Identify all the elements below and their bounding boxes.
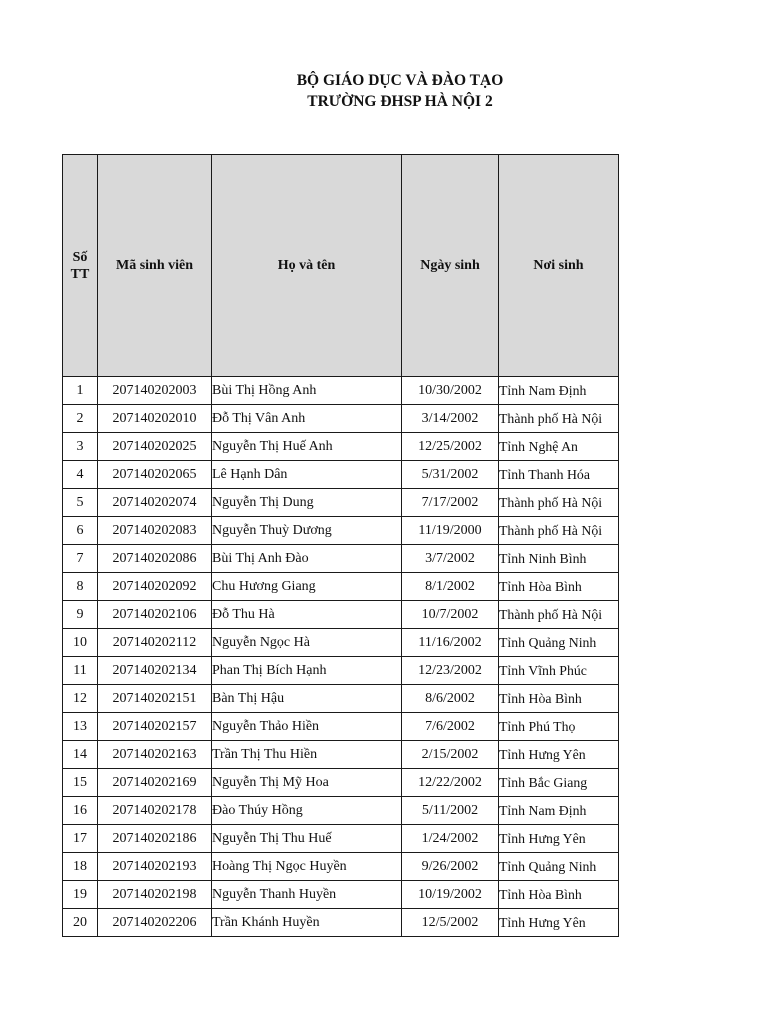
table-row bbox=[63, 881, 619, 909]
cell-full-name: Phan Thị Bích Hạnh bbox=[212, 657, 402, 685]
cell-dob: 11/16/2002 bbox=[402, 629, 499, 657]
cell-full-name: Hoàng Thị Ngọc Huyền bbox=[212, 853, 402, 881]
cell-stt: 19 bbox=[63, 881, 98, 909]
cell-student-id: 207140202157 bbox=[98, 713, 212, 741]
cell-dob: 12/5/2002 bbox=[402, 909, 499, 937]
column-header-stt-line2: TT bbox=[70, 266, 90, 282]
cell-stt: 12 bbox=[63, 685, 98, 713]
table-header-row bbox=[63, 155, 619, 377]
cell-full-name: Lê Hạnh Dân bbox=[212, 461, 402, 489]
cell-full-name: Đỗ Thị Vân Anh bbox=[212, 405, 402, 433]
cell-dob: 12/22/2002 bbox=[402, 769, 499, 797]
cell-stt: 16 bbox=[63, 797, 98, 825]
cell-birthplace: Tỉnh Bắc Giang bbox=[499, 769, 619, 797]
cell-dob: 1/24/2002 bbox=[402, 825, 499, 853]
cell-dob: 11/19/2000 bbox=[402, 517, 499, 545]
cell-stt: 9 bbox=[63, 601, 98, 629]
cell-full-name: Nguyễn Thị Dung bbox=[212, 489, 402, 517]
table-row bbox=[63, 657, 619, 685]
cell-student-id: 207140202010 bbox=[98, 405, 212, 433]
cell-stt: 1 bbox=[63, 377, 98, 405]
cell-stt: 4 bbox=[63, 461, 98, 489]
column-header-stt bbox=[63, 155, 98, 377]
cell-dob: 8/1/2002 bbox=[402, 573, 499, 601]
cell-full-name: Chu Hương Giang bbox=[212, 573, 402, 601]
cell-student-id: 207140202092 bbox=[98, 573, 212, 601]
column-header-student-id: Mã sinh viên bbox=[98, 155, 212, 377]
cell-stt: 13 bbox=[63, 713, 98, 741]
table-row bbox=[63, 685, 619, 713]
cell-stt: 15 bbox=[63, 769, 98, 797]
cell-student-id: 207140202198 bbox=[98, 881, 212, 909]
cell-stt: 10 bbox=[63, 629, 98, 657]
cell-birthplace: Tỉnh Hòa Bình bbox=[499, 881, 619, 909]
table-row bbox=[63, 713, 619, 741]
table-row bbox=[63, 825, 619, 853]
cell-dob: 10/19/2002 bbox=[402, 881, 499, 909]
cell-full-name: Bùi Thị Anh Đào bbox=[212, 545, 402, 573]
column-header-full-name: Họ và tên bbox=[212, 155, 402, 377]
cell-birthplace: Tỉnh Nam Định bbox=[499, 797, 619, 825]
table-row bbox=[63, 797, 619, 825]
table-row bbox=[63, 405, 619, 433]
cell-birthplace: Tỉnh Nam Định bbox=[499, 377, 619, 405]
cell-full-name: Bùi Thị Hồng Anh bbox=[212, 377, 402, 405]
table-row bbox=[63, 517, 619, 545]
cell-student-id: 207140202086 bbox=[98, 545, 212, 573]
cell-student-id: 207140202206 bbox=[98, 909, 212, 937]
column-header-birthplace: Nơi sinh bbox=[499, 155, 619, 377]
cell-student-id: 207140202169 bbox=[98, 769, 212, 797]
cell-student-id: 207140202003 bbox=[98, 377, 212, 405]
cell-birthplace: Tỉnh Quảng Ninh bbox=[499, 853, 619, 881]
cell-stt: 11 bbox=[63, 657, 98, 685]
cell-dob: 7/17/2002 bbox=[402, 489, 499, 517]
cell-stt: 17 bbox=[63, 825, 98, 853]
cell-student-id: 207140202074 bbox=[98, 489, 212, 517]
cell-dob: 2/15/2002 bbox=[402, 741, 499, 769]
table-row bbox=[63, 461, 619, 489]
table-row bbox=[63, 545, 619, 573]
cell-birthplace: Tỉnh Hưng Yên bbox=[499, 909, 619, 937]
cell-birthplace: Thành phố Hà Nội bbox=[499, 517, 619, 545]
cell-birthplace: Thành phố Hà Nội bbox=[499, 405, 619, 433]
cell-dob: 3/14/2002 bbox=[402, 405, 499, 433]
cell-birthplace: Tỉnh Nghệ An bbox=[499, 433, 619, 461]
cell-student-id: 207140202163 bbox=[98, 741, 212, 769]
cell-stt: 8 bbox=[63, 573, 98, 601]
cell-full-name: Nguyễn Thị Thu Huế bbox=[212, 825, 402, 853]
cell-student-id: 207140202112 bbox=[98, 629, 212, 657]
cell-birthplace: Tỉnh Phú Thọ bbox=[499, 713, 619, 741]
cell-student-id: 207140202134 bbox=[98, 657, 212, 685]
cell-full-name: Nguyễn Ngọc Hà bbox=[212, 629, 402, 657]
cell-birthplace: Tỉnh Quảng Ninh bbox=[499, 629, 619, 657]
cell-stt: 14 bbox=[63, 741, 98, 769]
table-row bbox=[63, 601, 619, 629]
table-row bbox=[63, 629, 619, 657]
table-row bbox=[63, 573, 619, 601]
cell-stt: 3 bbox=[63, 433, 98, 461]
cell-birthplace: Tỉnh Thanh Hóa bbox=[499, 461, 619, 489]
cell-full-name: Nguyễn Thanh Huyền bbox=[212, 881, 402, 909]
cell-birthplace: Tỉnh Vĩnh Phúc bbox=[499, 657, 619, 685]
cell-student-id: 207140202025 bbox=[98, 433, 212, 461]
cell-stt: 18 bbox=[63, 853, 98, 881]
ministry-title: BỘ GIÁO DỤC VÀ ĐÀO TẠO bbox=[296, 72, 504, 89]
cell-dob: 10/30/2002 bbox=[402, 377, 499, 405]
table-row bbox=[63, 769, 619, 797]
cell-dob: 5/11/2002 bbox=[402, 797, 499, 825]
cell-full-name: Nguyễn Thị Mỹ Hoa bbox=[212, 769, 402, 797]
column-header-dob: Ngày sinh bbox=[402, 155, 499, 377]
cell-dob: 7/6/2002 bbox=[402, 713, 499, 741]
cell-stt: 6 bbox=[63, 517, 98, 545]
cell-birthplace: Tỉnh Hòa Bình bbox=[499, 685, 619, 713]
cell-student-id: 207140202178 bbox=[98, 797, 212, 825]
cell-student-id: 207140202151 bbox=[98, 685, 212, 713]
cell-dob: 3/7/2002 bbox=[402, 545, 499, 573]
cell-dob: 8/6/2002 bbox=[402, 685, 499, 713]
table-row bbox=[63, 853, 619, 881]
cell-stt: 2 bbox=[63, 405, 98, 433]
cell-full-name: Trần Thị Thu Hiền bbox=[212, 741, 402, 769]
cell-stt: 7 bbox=[63, 545, 98, 573]
cell-full-name: Đỗ Thu Hà bbox=[212, 601, 402, 629]
cell-birthplace: Tỉnh Hòa Bình bbox=[499, 573, 619, 601]
cell-birthplace: Tỉnh Hưng Yên bbox=[499, 741, 619, 769]
table-row bbox=[63, 377, 619, 405]
cell-birthplace: Thành phố Hà Nội bbox=[499, 601, 619, 629]
cell-stt: 5 bbox=[63, 489, 98, 517]
cell-full-name: Nguyễn Thị Huế Anh bbox=[212, 433, 402, 461]
cell-dob: 12/23/2002 bbox=[402, 657, 499, 685]
cell-birthplace: Tỉnh Ninh Bình bbox=[499, 545, 619, 573]
cell-birthplace: Tỉnh Hưng Yên bbox=[499, 825, 619, 853]
cell-student-id: 207140202106 bbox=[98, 601, 212, 629]
cell-full-name: Trần Khánh Huyền bbox=[212, 909, 402, 937]
cell-student-id: 207140202186 bbox=[98, 825, 212, 853]
cell-birthplace: Thành phố Hà Nội bbox=[499, 489, 619, 517]
cell-full-name: Nguyễn Thảo Hiền bbox=[212, 713, 402, 741]
school-title: TRƯỜNG ĐHSP HÀ NỘI 2 bbox=[307, 93, 493, 110]
cell-student-id: 207140202193 bbox=[98, 853, 212, 881]
cell-dob: 12/25/2002 bbox=[402, 433, 499, 461]
table-row bbox=[63, 489, 619, 517]
cell-full-name: Nguyễn Thuỳ Dương bbox=[212, 517, 402, 545]
cell-dob: 5/31/2002 bbox=[402, 461, 499, 489]
student-roster-table bbox=[62, 154, 619, 937]
cell-full-name: Bàn Thị Hậu bbox=[212, 685, 402, 713]
table-row bbox=[63, 741, 619, 769]
table-row bbox=[63, 433, 619, 461]
cell-dob: 10/7/2002 bbox=[402, 601, 499, 629]
cell-stt: 20 bbox=[63, 909, 98, 937]
cell-dob: 9/26/2002 bbox=[402, 853, 499, 881]
cell-student-id: 207140202083 bbox=[98, 517, 212, 545]
cell-student-id: 207140202065 bbox=[98, 461, 212, 489]
document-header bbox=[0, 70, 768, 112]
cell-full-name: Đào Thúy Hồng bbox=[212, 797, 402, 825]
table-row bbox=[63, 909, 619, 937]
column-header-stt-line1: Số bbox=[72, 249, 88, 265]
